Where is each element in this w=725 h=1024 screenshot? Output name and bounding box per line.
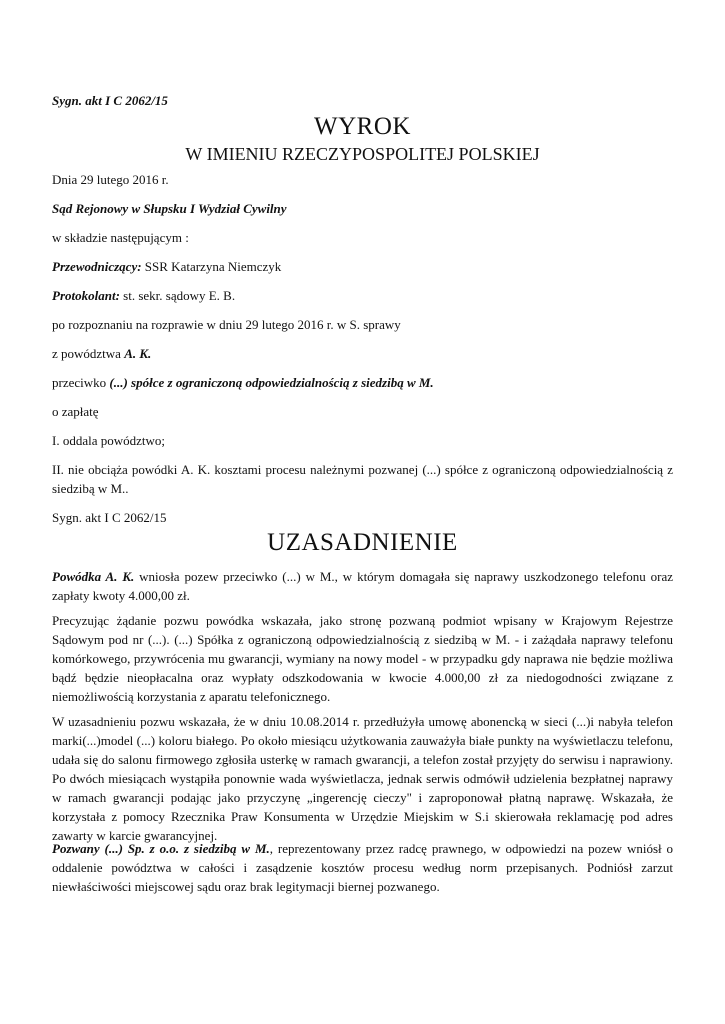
chair-label: Przewodniczący: bbox=[52, 259, 142, 274]
plaintiff-lead: Powódka A. K. bbox=[52, 569, 135, 584]
plaintiff-prefix: z powództwa bbox=[52, 346, 125, 361]
plaintiff-line bbox=[52, 346, 151, 362]
justification-paragraph-3: W uzasadnieniu pozwu wskazała, że w dniu 10.08.2014 r. przedłużyła umowę abonencką w sieci (...)i nabyła telefon marki(...)model (...) koloru białego. Po około miesiącu użytkowania zauważyła białe punkty na wyświetlaczu telefonu, udała się do salonu firmowego zgłosiła usterkę w ramach gwarancji, a telefon został przyjęty do serwisu i naprawiony. Po dwóch miesiącach wystąpiła ponownie wada wyświetlacza, jednak serwis odmówił udzielenia bezpłatnej naprawy w ramach gwarancji podając jako przyczynę „ingerencję cieczy" i zaproponował płatną naprawę. Wskazała, że korzystała z pomocy Rzecznika Praw Konsumenta w Urzędzie Miejskim w S.i skierowała reklamację pod adres zawarty w karcie gwarancyjnej. bbox=[52, 714, 673, 843]
chair-line bbox=[52, 259, 281, 275]
clerk-value: st. sekr. sądowy E. B. bbox=[119, 288, 236, 303]
defendant-lead: Pozwany (...) Sp. z o.o. z siedzibą w M. bbox=[52, 841, 270, 856]
case-signature-bottom: Sygn. akt I C 2062/15 bbox=[52, 510, 167, 525]
chair-value: SSR Katarzyna Niemczyk bbox=[141, 259, 282, 274]
judgment-date: Dnia 29 lutego 2016 r. bbox=[52, 172, 169, 187]
plaintiff-name: A. K. bbox=[124, 346, 152, 361]
case-signature-top: Sygn. akt I C 2062/15 bbox=[52, 93, 168, 108]
defendant-line bbox=[52, 375, 434, 391]
paragraph-4-text: , reprezentowany przez radcę prawnego, w odpowiedzi na pozew wniósł o oddalenie powództwa w całości i zasądzenie kosztów procesu według norm przepisanych. Podniósł zarzut niewłaściwości miejscowej sądu oraz brak legitymacji biernej pozwanego. bbox=[52, 841, 673, 894]
defendant-name: (...) spółce z ograniczoną odpowiedzialnością z siedzibą w M. bbox=[109, 375, 434, 390]
paragraph-1-text: wniosła pozew przeciwko (...) w M., w którym domagała się naprawy uszkodzonego telefonu oraz zapłaty kwoty 4.000,00 zł. bbox=[52, 569, 673, 603]
verdict-point-2: II. nie obciąża powódki A. K. kosztami procesu należnymi pozwanej (...) spółce z ograniczoną odpowiedzialnością z siedzibą w M.. bbox=[52, 462, 673, 496]
clerk-label: Protokolant: bbox=[52, 288, 120, 303]
defendant-prefix: przeciwko bbox=[52, 375, 110, 390]
court-name: Sąd Rejonowy w Słupsku I Wydział Cywilny bbox=[52, 201, 287, 216]
court-composition: w składzie następującym : bbox=[52, 230, 189, 245]
justification-title: UZASADNIENIE bbox=[267, 529, 458, 556]
subject-line: o zapłatę bbox=[52, 404, 99, 419]
justification-paragraph-4 bbox=[52, 839, 673, 896]
document-subtitle: W IMIENIU RZECZYPOSPOLITEJ POLSKIEJ bbox=[185, 144, 540, 164]
justification-paragraph-2: Precyzując żądanie pozwu powódka wskazała, jako stronę pozwaną podmiot wpisany w Krajowym Rejestrze Sądowym pod nr (...). (...) Spółka z ograniczoną odpowiedzialnością z siedzibą w M. - i zażądała naprawy telefonu komórkowego, przywrócenia mu gwarancji, wymiany na nowy model - w przypadku gdy naprawa nie będzie możliwa bądź będzie nieopłacalna oraz wypłaty odszkodowania w kwocie 4.000,00 zł za niedogodności związane z niemożliwością korzystania z aparatu telefonicznego. bbox=[52, 613, 673, 704]
clerk-line bbox=[52, 288, 235, 304]
verdict-point-1: I. oddala powództwo; bbox=[52, 433, 166, 448]
justification-paragraph-1 bbox=[52, 567, 673, 605]
document-title: WYROK bbox=[314, 113, 411, 140]
hearing-line: po rozpoznaniu na rozprawie w dniu 29 lutego 2016 r. w S. sprawy bbox=[52, 317, 401, 332]
